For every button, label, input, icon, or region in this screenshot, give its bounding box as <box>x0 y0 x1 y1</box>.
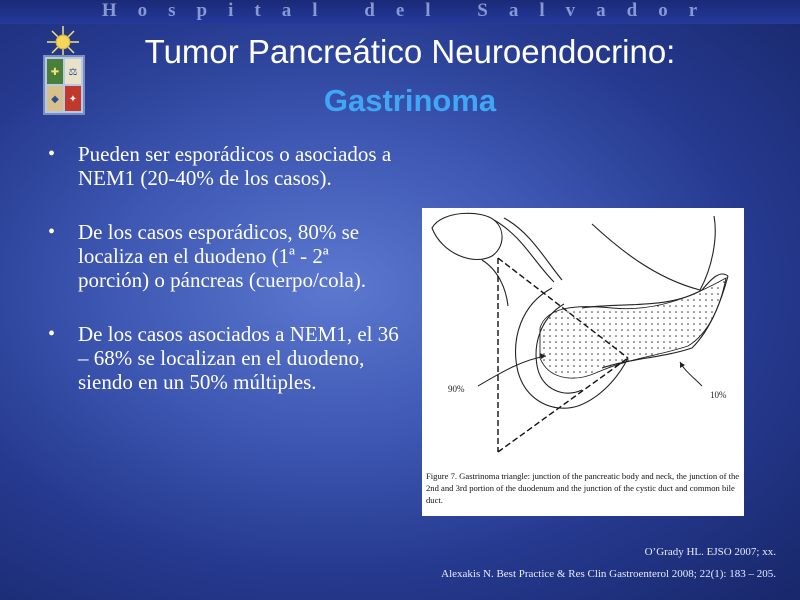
bullet-text: De los casos esporádicos, 80% se localiza en el duodeno (1ª - 2ª porción) o páncreas (cuerpo/cola). <box>78 220 367 292</box>
figure-caption: Figure 7. Gastrinoma triangle: junction of the pancreatic body and neck, the junction of the 2nd and 3rd portion of the duodenum and the junction of the cystic duct and common bile duct. <box>426 471 740 505</box>
gastrinoma-triangle-figure <box>422 208 744 516</box>
svg-text:✚: ✚ <box>50 67 60 78</box>
svg-text:⚖: ⚖ <box>68 67 78 78</box>
bullet-dot-icon: • <box>48 323 56 345</box>
anatomy-drawing <box>422 208 744 468</box>
bullet-list <box>44 142 404 424</box>
bullet-item <box>44 220 404 292</box>
bullet-text: Pueden ser esporádicos o asociados a NEM1 (20-40% de los casos). <box>78 142 392 190</box>
svg-text:◆: ◆ <box>51 94 59 105</box>
svg-text:✦: ✦ <box>68 94 78 105</box>
bullet-text: De los casos asociados a NEM1, el 36 – 68% se localizan en el duodeno, siendo en un 50% múltiples. <box>78 322 399 394</box>
bullet-item <box>44 322 404 394</box>
bullet-dot-icon: • <box>48 221 56 243</box>
reference-1: O’Grady HL. EJSO 2007; xx. <box>644 546 776 558</box>
slide-subtitle: Gastrinoma <box>323 83 497 118</box>
label-10-percent: 10% <box>710 390 727 400</box>
slide-title: Tumor Pancreático Neuroendocrino: <box>144 33 676 70</box>
bullet-item <box>44 142 404 190</box>
reference-2: Alexakis N. Best Practice & Res Clin Gastroenterol 2008; 22(1): 183 – 205. <box>441 568 776 580</box>
hospital-name: Hospital del Salvador <box>101 0 719 21</box>
bullet-dot-icon: • <box>48 143 56 165</box>
label-90-percent: 90% <box>448 384 465 394</box>
